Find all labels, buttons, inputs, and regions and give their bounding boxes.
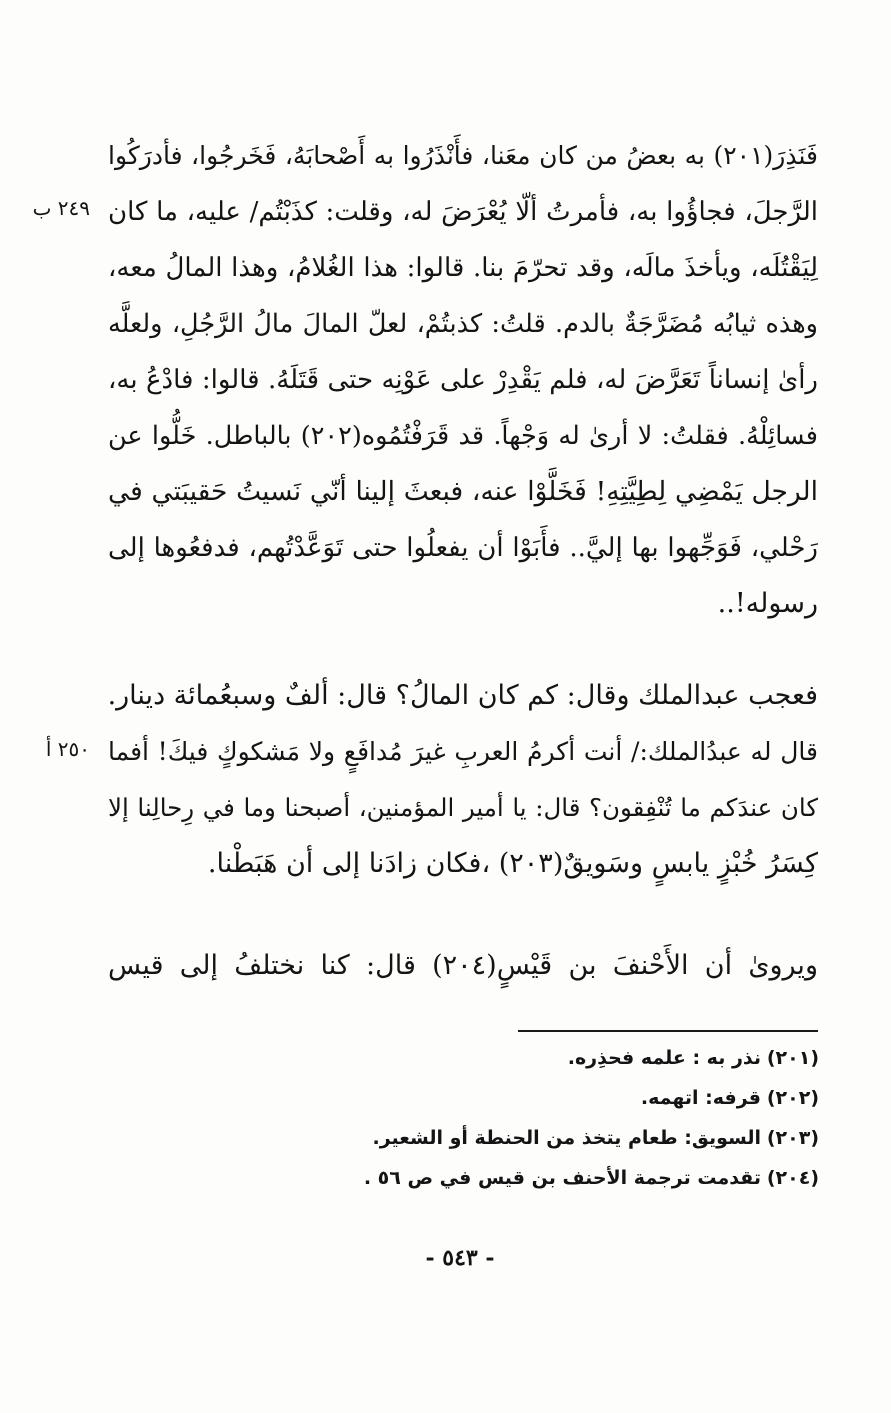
footnote-text: تقدمت ترجمة الأحنف بن قيس في ص ٥٦ . [363,1167,761,1189]
footnote-text: نذر به : علمه فحذِره. [567,1047,761,1069]
text-line: ويروىٰ أن الأَحْنفَ بن قَيْسٍ(٢٠٤) قال: كنا نختلفُ إلى قيس [108,950,818,981]
text-line: رسوله!.. [717,588,818,619]
footnote-number: (٢٠٢) [766,1087,819,1109]
text-line: رأىٰ إنساناً تَعَرَّضَ له، فلم يَقْدِرْ على عَوْنِه حتى قَتَلَهُ. قالوا: فادْعُ به، [108,365,818,395]
text-line: الرجل يَمْضِي لِطِيَّتِهِ! فَخَلَّوْا عنه، فبعثَ إلينا أنّي نَسيتُ حَقيبَتي في [108,476,818,507]
margin-folio-note: ٢٥٠ أ [45,737,90,761]
text-line: رَحْلي، فَوَجِّهوا بها إليَّ.. فأَبَوْا أن يفعلُوا حتى تَوَعَّدْتُهم، فدفعُوها إلى [108,533,818,563]
footnote-number: (٢٠١) [766,1047,819,1069]
footnote-text: السويق: طعام يتخذ من الحنطة أو الشعير. [372,1127,761,1149]
text-line: كان عندَكم ما تُنْفِقون؟ قال: يا أمير المؤمنين، أصبحنا وما في رِحالِنا إلا [108,793,818,822]
footnote-text: قرفه: اتهمه. [640,1087,761,1109]
text-line: فعجب عبدالملك وقال: كم كان المالُ؟ قال: ألفٌ وسبعُمائة دينار. [108,680,818,711]
text-line: وهذه ثيابُه مُضَرَّجَةٌ بالدم. قلتُ: كذبتُمْ، لعلّ المالَ مالُ الرَّجُلِ، ولعلَّه [108,309,818,339]
page-number: - ٥٤٣ - [425,1245,495,1271]
footnote [319,1040,819,1076]
footnote-number: (٢٠٤) [766,1167,819,1189]
footnote [319,1120,819,1156]
text-line: الرَّجلَ، فجاؤُوا به، فأمرتُ ألّا يُعْرَضَ له، وقلت: كذَبْتُم/ عليه، ما كان [108,197,818,227]
footnote-number: (٢٠٣) [766,1127,819,1149]
footnote-separator [518,1030,818,1032]
text-line: كِسَرُ خُبْزٍ يابسٍ وسَويقٌ(٢٠٣) ،فكان زادَنا إلى أن هَبَطْنا. [207,848,818,879]
footnote [319,1160,819,1196]
text-line: قال له عبدُالملك:/ أنت أكرمُ العربِ غيرَ مُدافَعٍ ولا مَشكوكٍ فيكَ! أفما [108,737,818,766]
text-line: فسائِلْهُ. فقلتُ: لا أرىٰ له وَجْهاً. قد قَرَفْتُمُوه(٢٠٢) بالباطل. خَلُّوا عن [108,421,818,451]
text-line: فَنَذِرَ(٢٠١) به بعضُ من كان معَنا، فأَنْذَرُوا به أَصْحابَهُ، فَخَرجُوا، فأدرَكُوا [108,141,818,170]
margin-folio-note: ٢٤٩ ب [32,196,90,220]
text-line: لِيَقْتُلَه، ويأخذَ مالَه، وقد تحرّمَ بنا. قالوا: هذا الغُلامُ، وهذا المالُ معه، [108,253,818,283]
footnote [319,1080,819,1116]
